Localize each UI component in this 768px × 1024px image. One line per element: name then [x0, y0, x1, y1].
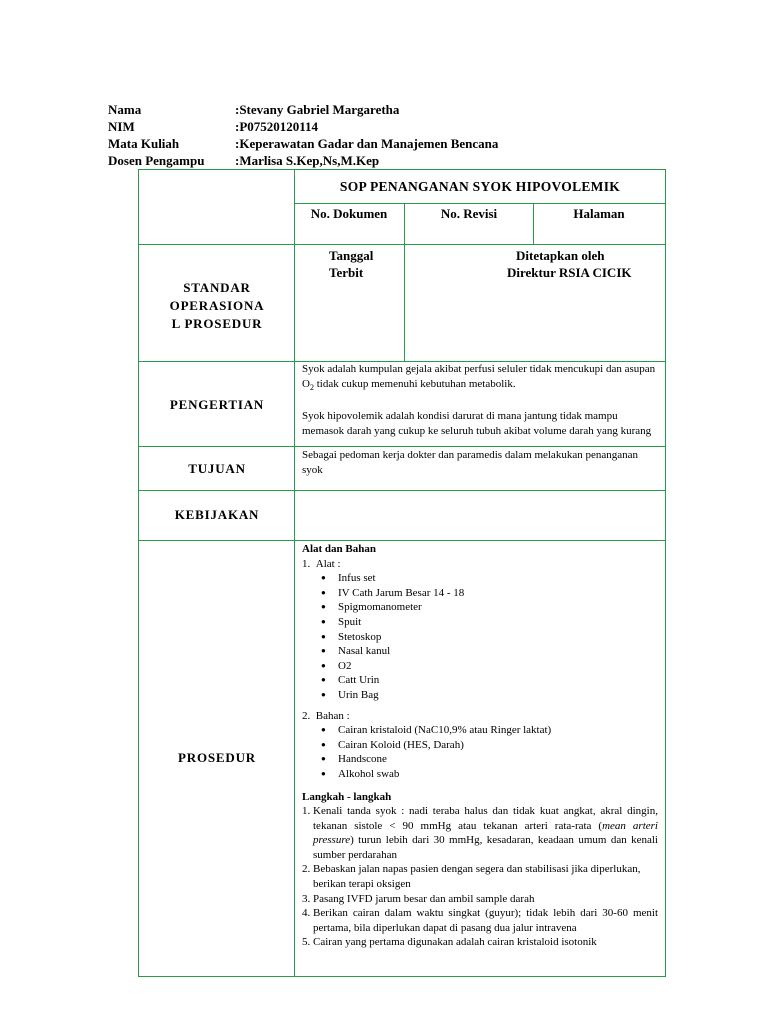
prosedur-text — [302, 542, 658, 950]
table-border-bottom — [138, 976, 666, 977]
lecturer-value: :Marlisa S.Kep,Ns,M.Kep — [235, 153, 380, 168]
list-item: ● IV Cath Jarum Besar 14 - 18 — [338, 586, 658, 601]
lecturer-row — [108, 152, 498, 169]
list-item: ● O2 — [338, 659, 658, 674]
title-divider — [294, 203, 666, 204]
list-item: ● Urin Bag — [338, 688, 658, 703]
table-border-right — [665, 169, 666, 977]
course-label: Mata Kuliah — [108, 136, 180, 151]
kebijakan-label: KEBIJAKAN — [174, 507, 260, 522]
name-label: Nama — [108, 102, 142, 117]
alat-list — [302, 571, 658, 702]
row-divider-tujuan — [138, 446, 666, 447]
step-4: 4. Berikan cairan dalam waktu singkat (guyur); tidak lebih dari 30-60 menit pertama, bila diperlukan dapat di pasang dua jalur intravena — [302, 907, 658, 934]
tanggal-line: Tanggal — [329, 248, 374, 263]
lecturer-label: Dosen Pengampu — [108, 153, 205, 168]
ditetapkan-line: Ditetapkan oleh — [516, 248, 605, 263]
list-item: ● Catt Urin — [338, 673, 658, 688]
no-dokumen-label: No. Dokumen — [310, 206, 388, 221]
table-border-top — [138, 169, 666, 170]
halaman-label: Halaman — [573, 206, 625, 221]
pengertian-paragraph-2: Syok hipovolemik adalah kondisi darurat di mana jantung tidak mampu memasok darah yang cukup ke seluruh tubuh akibat volume darah yang kurang — [302, 410, 652, 437]
list-item: ● Cairan Koloid (HES, Darah) — [338, 738, 658, 753]
standar-line-1: STANDAR — [183, 280, 251, 295]
tanggal-terbit — [329, 247, 373, 281]
standar-label — [139, 279, 295, 333]
name-row — [108, 101, 498, 118]
bahan-list — [302, 723, 658, 781]
course-value: :Keperawatan Gadar dan Manajemen Bencana — [235, 136, 499, 151]
course-row — [108, 135, 498, 152]
sop-title: SOP PENANGANAN SYOK HIPOVOLEMIK — [339, 179, 621, 194]
tujuan-text: Sebagai pedoman kerja dokter dan paramedis dalam melakukan penanganan syok — [302, 449, 638, 476]
step-3: 3. Pasang IVFD jarum besar dan ambil sample darah — [302, 892, 535, 905]
nim-value: :P07520120114 — [235, 119, 319, 134]
pengertian-label: PENGERTIAN — [169, 397, 265, 412]
step-5: 5. Cairan yang pertama digunakan adalah cairan kristaloid isotonik — [302, 936, 597, 949]
direktur-line: Direktur RSIA CICIK — [507, 265, 632, 280]
bahan-heading: 2. Bahan : — [302, 709, 350, 722]
pengertian-text — [302, 362, 658, 439]
terbit-line: Terbit — [329, 265, 364, 280]
ditetapkan — [404, 247, 666, 281]
alat-bahan-title: Alat dan Bahan — [302, 543, 376, 555]
row-divider-prosedur — [138, 540, 666, 541]
list-item: ● Spigmomanometer — [338, 600, 658, 615]
list-item: ● Spuit — [338, 615, 658, 630]
step-2: 2. Bebaskan jalan napas pasien dengan segera dan stabilisasi jika diperlukan, berikan terapi oksigen — [302, 863, 641, 891]
list-item: ● Handscone — [338, 752, 658, 767]
list-item: ● Alkohol swab — [338, 767, 658, 782]
step-1: 1. Kenali tanda syok : nadi teraba halus dan tidak kuat angkat, akral dingin, tekanan sistole < 90 mmHg atau tekanan arteri rata-rata (mean arteri pressure) turun lebih dari 30 mmHg, kesadaran, keadaan umum dan kenali sumber perdarahan — [302, 805, 658, 861]
standar-line-2: OPERASIONA — [169, 298, 265, 313]
pengertian-paragraph-1: Syok adalah kumpulan gejala akibat perfusi seluler tidak mencukupi dan asupan $O_2$ tidak cukup memenuhi kebutuhan metabolik. — [302, 363, 656, 392]
row-divider-kebijakan — [138, 490, 666, 491]
langkah-title: Langkah - langkah — [302, 790, 392, 803]
nim-row — [108, 118, 498, 135]
name-value: :Stevany Gabriel Margaretha — [235, 102, 400, 117]
list-item: ● Cairan kristaloid (NaC10,9% atau Ringer laktat) — [338, 723, 658, 738]
standar-line-3: L PROSEDUR — [171, 316, 263, 331]
nim-label: NIM — [108, 119, 135, 134]
tujuan-label: TUJUAN — [188, 461, 246, 476]
list-item: ● Nasal kanul — [338, 644, 658, 659]
no-revisi-label: No. Revisi — [440, 206, 498, 221]
alat-heading: 1. Alat : — [302, 557, 341, 570]
list-item: ● Stetoskop — [338, 630, 658, 645]
student-info — [108, 101, 498, 169]
row-divider-standar — [138, 244, 666, 245]
list-item: ● Infus set — [338, 571, 658, 586]
prosedur-label: PROSEDUR — [178, 750, 256, 765]
